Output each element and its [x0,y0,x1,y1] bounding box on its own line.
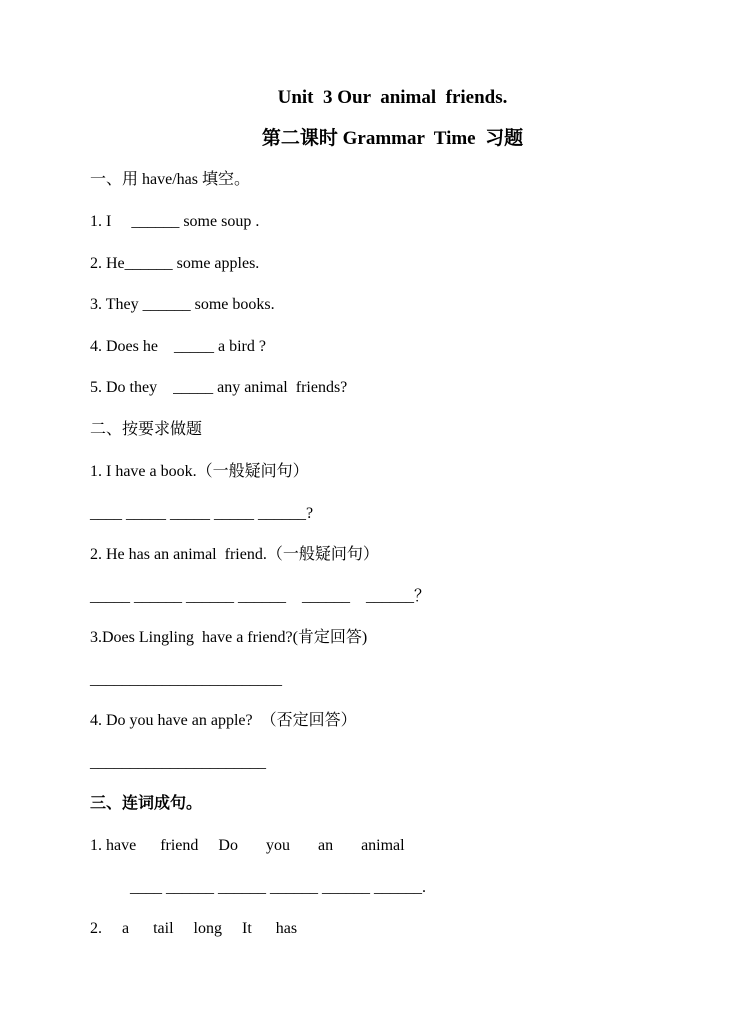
worksheet-subtitle: 第二课时 Grammar Time 习题 [261,128,524,149]
section-3-question-2: 2. a tail long It has [90,920,298,937]
section-2-answer-line-1: ____ _____ _____ _____ ______? [90,505,314,522]
section-3-heading: 三、连词成句。 [90,795,203,812]
section-1-item-3: 3. They ______ some books. [90,296,275,313]
section-1-item-1: 1. I ______ some soup . [90,213,260,230]
section-1-item-4: 4. Does he _____ a bird ? [90,338,266,355]
section-2-question-3: 3.Does Lingling have a friend?(肯定回答) [90,629,368,646]
section-2-heading: 二、按要求做题 [90,421,203,438]
section-3-answer-line-1: ____ ______ ______ ______ ______ ______. [130,879,426,896]
section-2-answer-line-4: ______________________ [90,754,266,771]
section-2-question-4: 4. Do you have an apple? （否定回答） [90,712,357,729]
section-3-question-1: 1. have friend Do you an animal [90,837,405,854]
section-2-answer-line-2: _____ ______ ______ ______ ______ ______？ [90,588,431,605]
section-2-answer-line-3: ________________________ [90,671,282,688]
section-2-question-2: 2. He has an animal friend.（一般疑问句） [90,546,379,563]
section-1-item-2: 2. He______ some apples. [90,255,260,272]
section-2-question-1: 1. I have a book.（一般疑问句） [90,463,309,480]
worksheet-title: Unit 3 Our animal friends. [277,87,508,108]
section-1-item-5: 5. Do they _____ any animal friends? [90,379,348,396]
section-1-heading: 一、用 have/has 填空。 [90,171,250,188]
